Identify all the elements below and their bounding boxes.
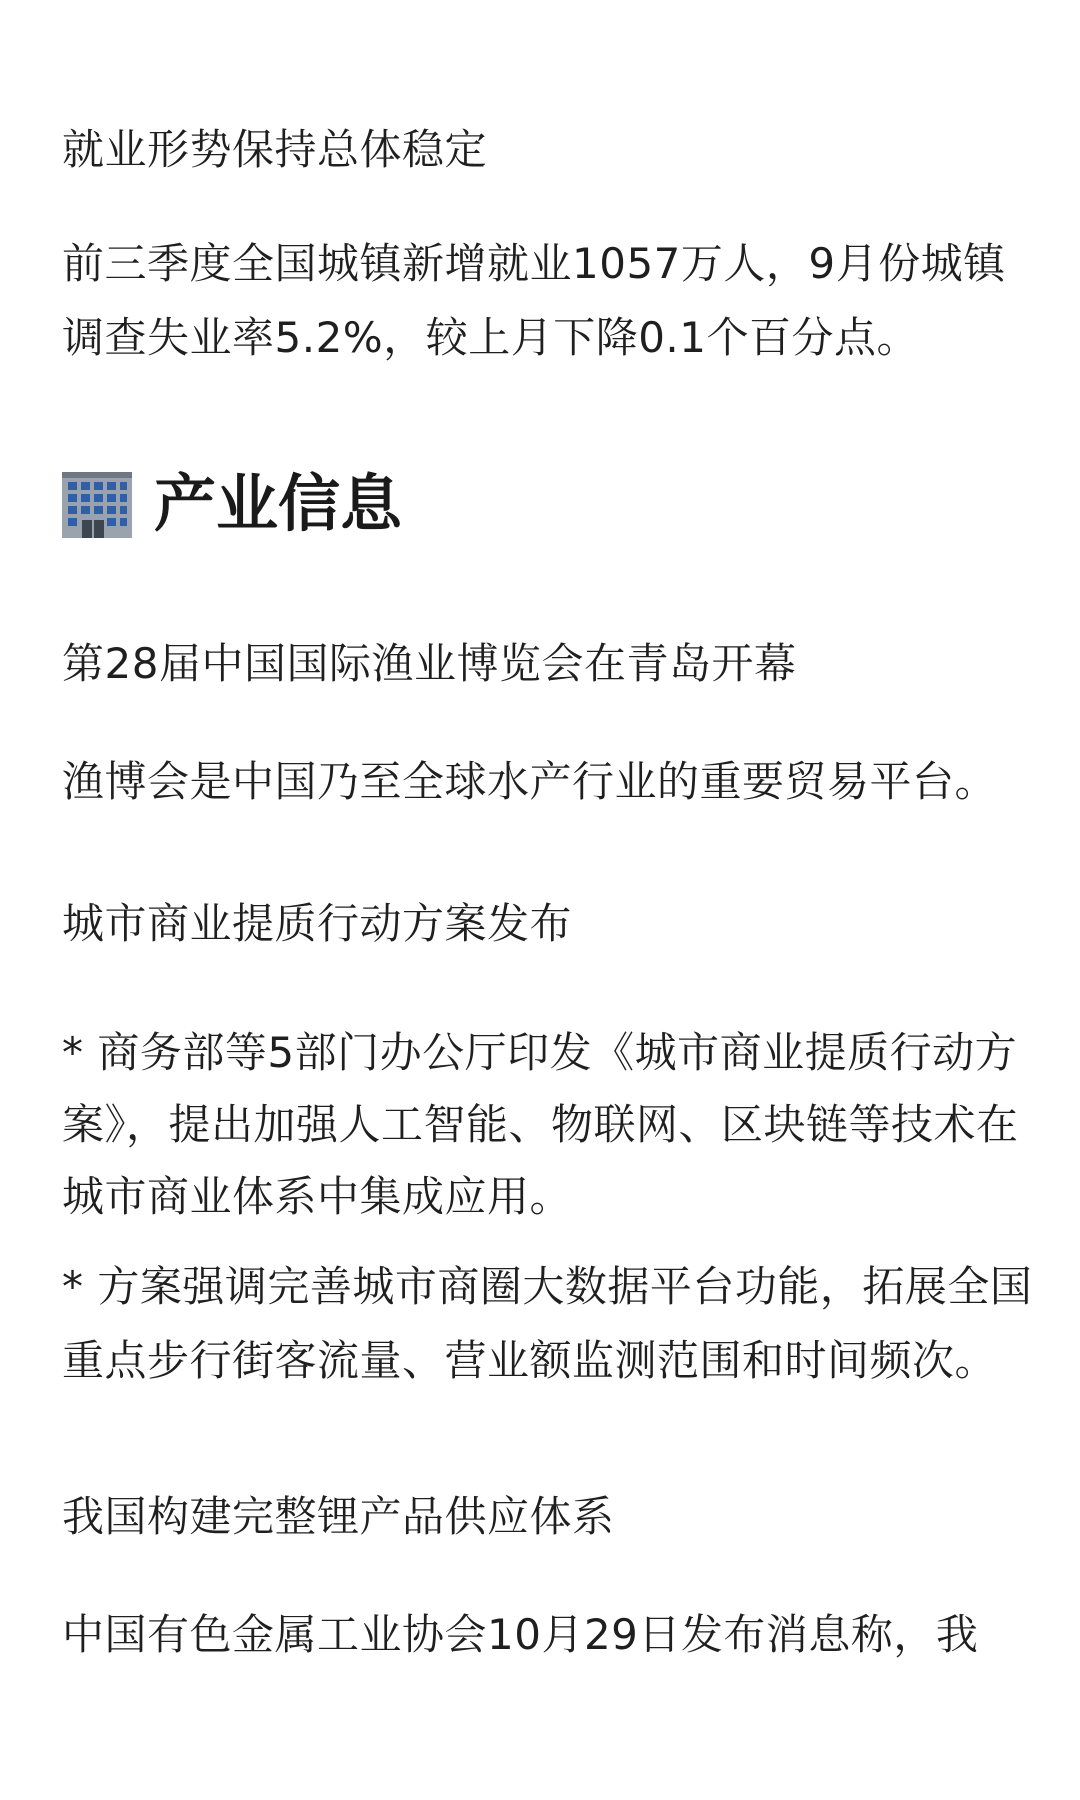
lithium-body-line-1: 中国有色金属工业协会10月29日发布消息称，我	[62, 1610, 979, 1659]
commerce-bullet-1-line-1: * 商务部等5部门办公厅印发《城市商业提质行动方	[62, 1028, 1018, 1077]
employment-heading: 就业形势保持总体稳定	[62, 125, 488, 174]
commerce-bullet-2-line-1: * 方案强调完善城市商圈大数据平台功能，拓展全国	[62, 1262, 1033, 1311]
office-building-icon	[60, 468, 134, 540]
commerce-heading: 城市商业提质行动方案发布	[62, 899, 573, 948]
fishery-body: 渔博会是中国乃至全球水产行业的重要贸易平台。	[62, 757, 998, 806]
employment-body-line-1: 前三季度全国城镇新增就业1057万人，9月份城镇	[62, 239, 1006, 288]
lithium-heading: 我国构建完整锂产品供应体系	[62, 1492, 615, 1541]
fishery-heading: 第28届中国国际渔业博览会在青岛开幕	[62, 639, 797, 688]
commerce-bullet-1-line-2: 案》，提出加强人工智能、物联网、区块链等技术在	[62, 1100, 1019, 1149]
employment-body-line-2: 调查失业率5.2%，较上月下降0.1个百分点。	[62, 313, 919, 362]
section-title: 产业信息	[154, 467, 403, 540]
commerce-bullet-2-line-2: 重点步行街客流量、营业额监测范围和时间频次。	[62, 1336, 998, 1385]
industry-section-header	[60, 468, 402, 540]
commerce-bullet-1-line-3: 城市商业体系中集成应用。	[62, 1172, 573, 1221]
